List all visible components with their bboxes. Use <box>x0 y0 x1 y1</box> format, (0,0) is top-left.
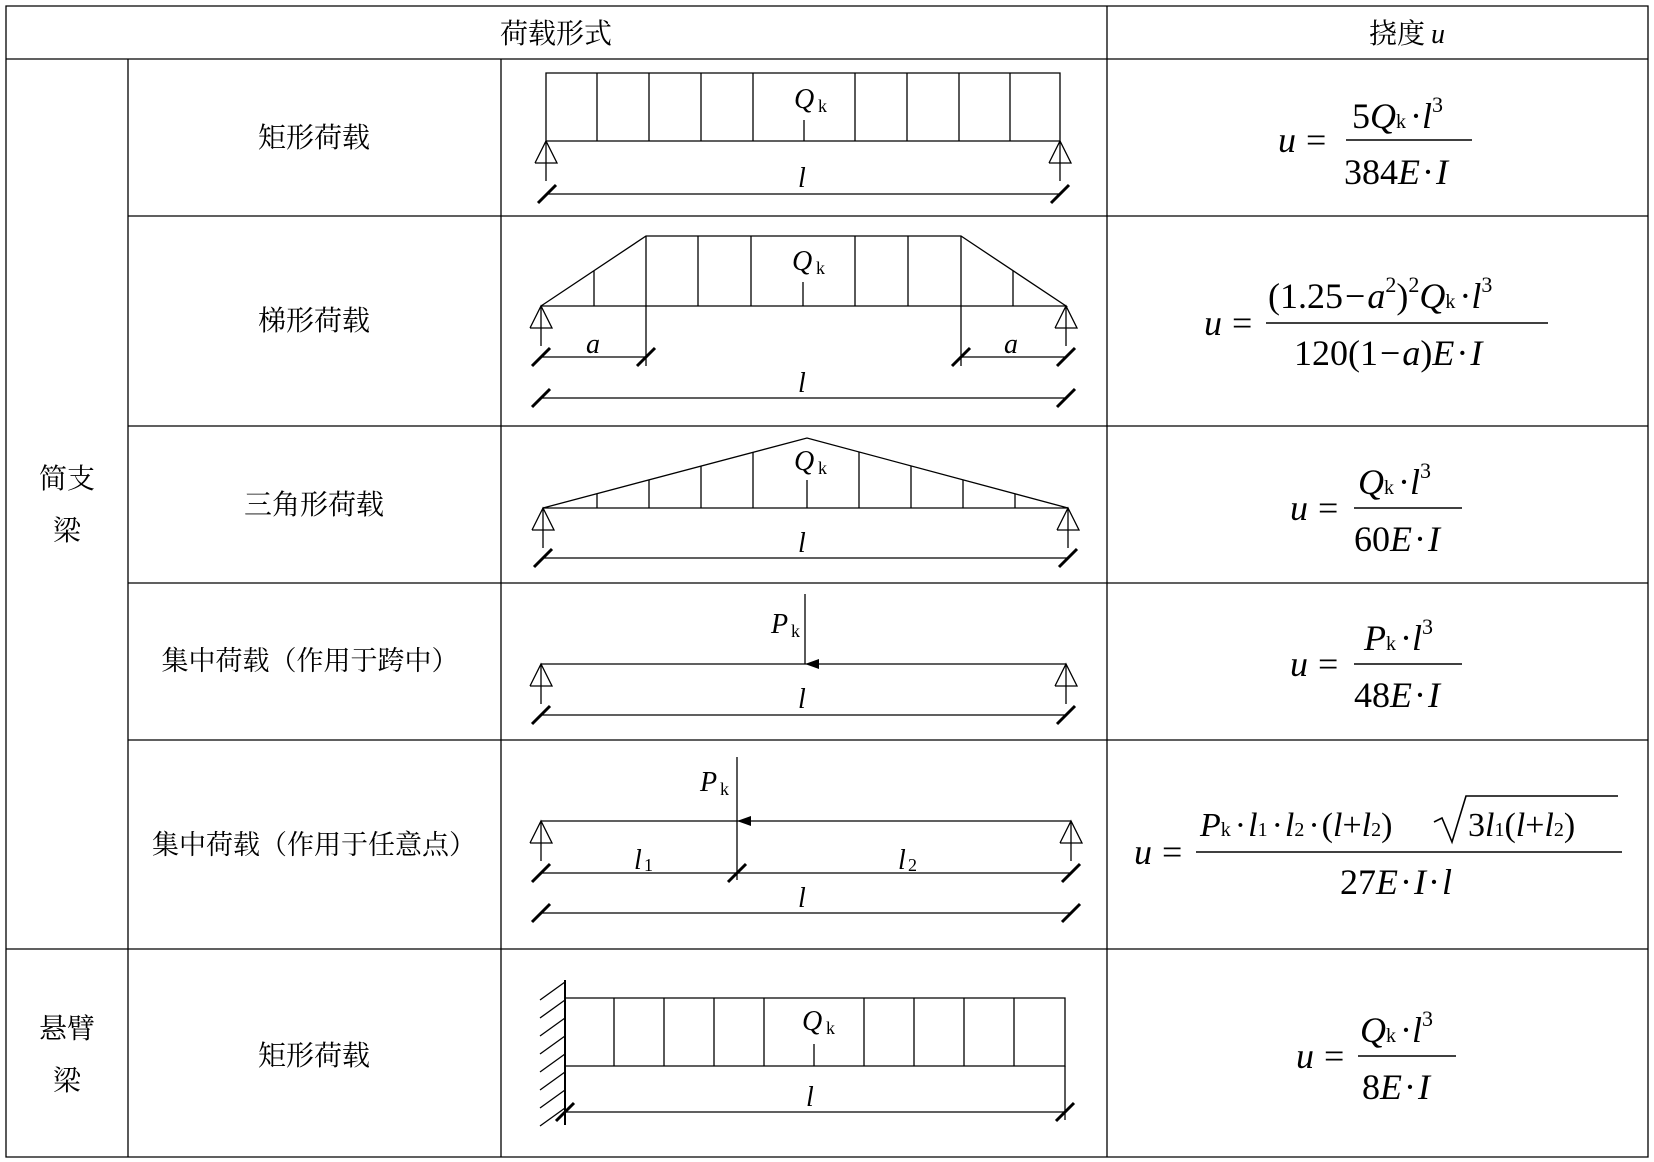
label-Q: Q <box>794 84 815 115</box>
formula-cant <box>1296 1006 1456 1107</box>
label-l2-sub: 2 <box>908 855 917 875</box>
formula-sqrt-content: 3l1(l+l2) <box>1468 807 1576 844</box>
formula-u: u <box>1134 832 1152 872</box>
support-right <box>1057 508 1079 548</box>
formula-u: u <box>1290 644 1308 684</box>
formula-numerator: $(1.25-a^2)^2Qk \cdot l^3$ <box>1268 272 1493 316</box>
formula-denominator: 60E·I <box>1354 519 1440 559</box>
row-name-mid: 集中荷载（作用于跨中） <box>161 646 459 677</box>
support-right <box>1049 141 1071 181</box>
support-left <box>535 141 557 181</box>
formula-u: u <box>1204 303 1222 343</box>
label-l: l <box>798 368 806 399</box>
label-k: k <box>816 258 825 278</box>
label-a: a <box>586 329 600 360</box>
row-name-rect: 矩形荷载 <box>257 121 371 154</box>
header-deflection-label: 挠度 <box>1368 17 1426 50</box>
formula-u: u <box>1296 1036 1314 1076</box>
label-l: l <box>798 163 806 194</box>
label-Q: Q <box>792 246 813 277</box>
formula-tri <box>1290 458 1462 559</box>
formula-eq: = <box>1232 303 1253 343</box>
support-right <box>1055 664 1077 704</box>
label-k: k <box>720 779 729 799</box>
formula-numerator: $Pk \cdot l^3$ <box>1364 614 1434 658</box>
label-l: l <box>798 883 806 914</box>
header-deflection-symbol: u <box>1431 19 1446 50</box>
formula-trap <box>1204 272 1548 373</box>
label-k: k <box>826 1018 835 1038</box>
label-l: l <box>798 684 806 715</box>
row-name-any: 集中荷载（作用于任意点） <box>152 830 476 861</box>
formula-eq: = <box>1318 488 1339 528</box>
label-l: l <box>806 1082 814 1113</box>
label-k: k <box>791 621 800 641</box>
formula-numerator: Pk ·l1 ·l2 ·(l+l2) <box>1200 807 1393 844</box>
support-right <box>1055 306 1077 346</box>
formula-eq: = <box>1162 832 1183 872</box>
support-left <box>530 664 552 704</box>
wall-hatching <box>540 982 565 1126</box>
row-name-trap: 梯形荷载 <box>257 304 371 337</box>
row-name-cant: 矩形荷载 <box>257 1039 371 1072</box>
label-k: k <box>818 96 827 116</box>
formula-numerator: $Qk \cdot l^3$ <box>1360 1006 1434 1050</box>
support-right <box>1060 821 1082 861</box>
group-simple-beam-line1: 简支 <box>38 462 96 495</box>
support-left <box>530 821 552 861</box>
formula-denominator: 8E·I <box>1362 1067 1430 1107</box>
label-l2: l <box>898 845 906 876</box>
header-deflection <box>1369 17 1445 50</box>
formula-denominator: 120(1−a)E·I <box>1294 333 1483 373</box>
support-left <box>532 508 554 548</box>
formula-numerator: $5Qk \cdot l^3$ <box>1352 92 1444 136</box>
formula-eq: = <box>1324 1036 1345 1076</box>
formula-mid <box>1290 614 1462 715</box>
formula-u: u <box>1278 120 1296 160</box>
support-left <box>530 306 552 346</box>
label-l: l <box>798 528 806 559</box>
formula-rect <box>1278 92 1472 192</box>
group-simple-beam-line2: 梁 <box>52 514 82 547</box>
label-P: P <box>700 767 718 798</box>
formula-denominator: 384E·I <box>1344 152 1448 192</box>
diagram-any-load <box>530 757 1082 922</box>
formula-any <box>1134 796 1622 902</box>
formula-numerator: $Qk \cdot l^3$ <box>1358 458 1432 502</box>
formula-denominator: 48E·I <box>1354 675 1440 715</box>
label-l1-sub: 1 <box>644 855 653 875</box>
formula-u: u <box>1290 488 1308 528</box>
label-l1: l <box>634 845 642 876</box>
formula-eq: = <box>1318 644 1339 684</box>
label-k: k <box>818 458 827 478</box>
label-a: a <box>1004 329 1018 360</box>
label-Q: Q <box>802 1006 823 1037</box>
formula-eq: = <box>1306 120 1327 160</box>
group-cantilever-line2: 梁 <box>52 1064 82 1097</box>
header-load-form: 荷载形式 <box>499 17 613 50</box>
group-cantilever-line1: 悬臂 <box>38 1012 96 1045</box>
formula-denominator: 27E·I·l <box>1340 862 1453 902</box>
label-P: P <box>771 609 789 640</box>
label-Q: Q <box>794 446 815 477</box>
row-name-tri: 三角形荷载 <box>243 488 385 521</box>
